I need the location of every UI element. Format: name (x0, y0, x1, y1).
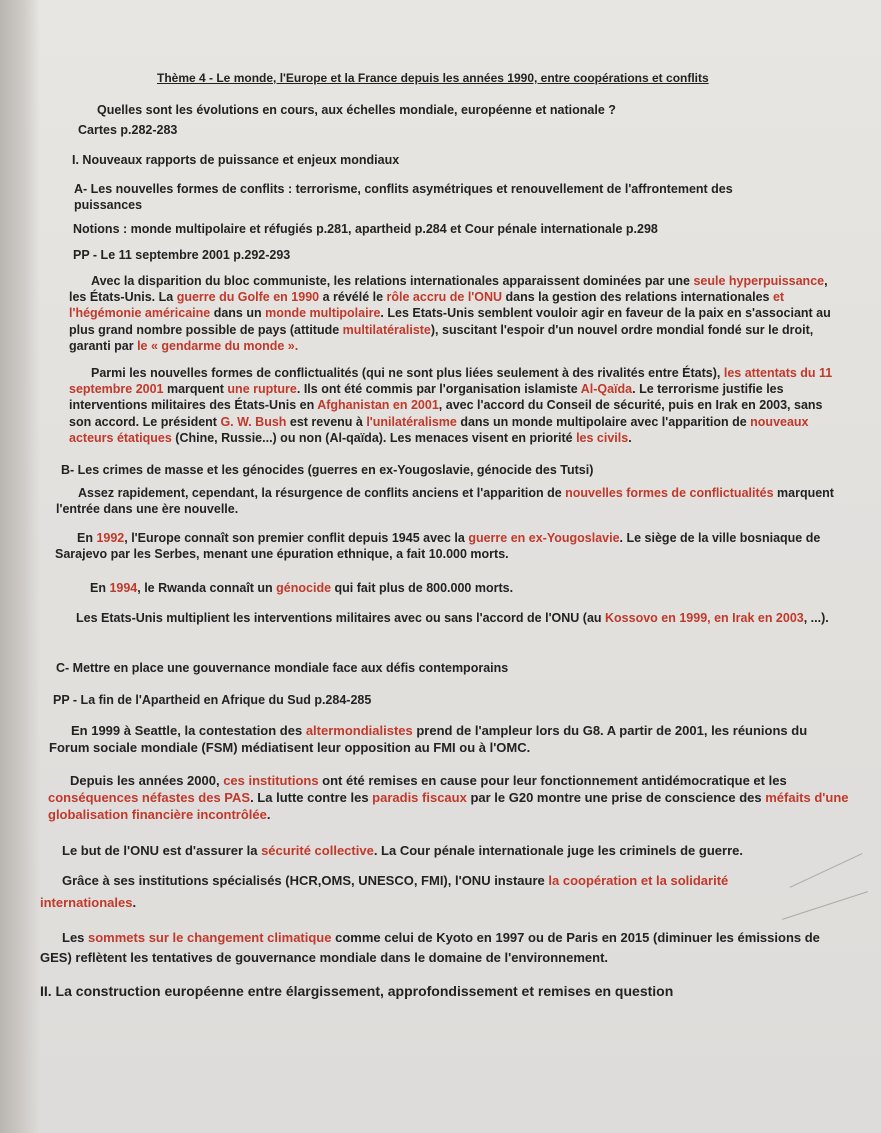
page-edge-shadow (0, 0, 40, 1133)
subsection-a-title: A- Les nouvelles formes de conflits : terrorisme, conflits asymétriques et renouvellement de l'affrontement des puissances (74, 182, 733, 212)
paragraph-b3: En 1994, le Rwanda connaît un génocide qui fait plus de 800.000 morts. (90, 581, 514, 595)
paragraph-b1: Assez rapidement, cependant, la résurgence de conflits anciens et l'apparition de nouvelles formes de conflictualités marquent l'entrée dans une ère nouvelle. (56, 486, 834, 517)
paragraph-c3: Le but de l'ONU est d'assurer la sécurité collective. La Cour pénale internationale juge les criminels de guerre. (62, 843, 743, 858)
paragraph-c2: Depuis les années 2000, ces institutions ont été remises en cause pour leur fonctionnement antidémocratique et les conséquences néfastes des PAS. La lutte contre les paradis fiscaux par le G20 montre une prise de conscience des méfaits d'une globalisation financière incontrôlée. (48, 773, 849, 822)
paragraph-a2: Parmi les nouvelles formes de conflictualités (qui ne sont plus liées seulement à des rivalités entre États), les attentats du 11 septembre 2001 marquent une rupture. Ils ont été commis par l'organisation islamiste Al-Qaïda. Le terrorisme justifie les interventions militaires des États-Unis en Afghanistan en 2001, avec l'accord du Conseil de sécurité, puis en Irak en 2003, sans son accord. Le président G. W. Bush est revenu à l'unilatéralisme dans un monde multipolaire avec l'apparition de nouveaux acteurs étatiques (Chine, Russie...) ou non (Al-qaïda). Les menaces visent en priorité les civils. (69, 366, 833, 445)
section-1-title: I. Nouveaux rapports de puissance et enjeux mondiaux (72, 153, 400, 167)
pp-c-title: PP - La fin de l'Apartheid en Afrique du Sud p.284-285 (53, 693, 372, 707)
paragraph-a1: Avec la disparition du bloc communiste, les relations internationales apparaissent dominées par une seule hyperpuissance, les États-Unis. La guerre du Golfe en 1990 a révélé le rôle accru de l'ONU dans la gestion des relations internationales et l'hégémonie américaine dans un monde multipolaire. Les Etats-Unis semblent vouloir agir en faveur de la paix en s'associant au plus grand nombre possible de pays (attitude multilatéraliste), suscitant l'espoir d'un nouvel ordre mondial fondé sur le droit, garanti par le « gendarme du monde ». (69, 274, 831, 353)
section-2-title: II. La construction européenne entre élargissement, approfondissement et remises en question (40, 983, 674, 999)
paragraph-c4: Grâce à ses institutions spécialisés (HCR,OMS, UNESCO, FMI), l'ONU instaure la coopération et la solidarité internationales. (40, 873, 729, 910)
paragraph-c1: En 1999 à Seattle, la contestation des altermondialistes prend de l'ampleur lors du G8. A partir de 2001, les réunions du Forum sociale mondiale (FSM) médiatisent leur opposition au FMI ou à l'OMC. (49, 723, 808, 755)
cartes-ref: Cartes p.282-283 (78, 123, 178, 137)
subsection-c-title: C- Mettre en place une gouvernance mondiale face aux défis contemporains (56, 661, 509, 675)
problematique: Quelles sont les évolutions en cours, aux échelles mondiale, européenne et nationale ? (97, 103, 616, 117)
paragraph-b2: En 1992, l'Europe connaît son premier conflit depuis 1945 avec la guerre en ex-Yougoslavie. Le siège de la ville bosniaque de Sarajevo par les Serbes, menant une épuration ethnique, a fait 10.000 morts. (55, 531, 821, 562)
paragraph-c5: Les sommets sur le changement climatique comme celui de Kyoto en 1997 ou de Paris en 2015 (diminuer les émissions de GES) reflètent les tentatives de gouvernance mondiale dans le domaine de l'environnement. (40, 930, 820, 965)
pp-a-title: PP - Le 11 septembre 2001 p.292-293 (73, 248, 291, 262)
subsection-b-title: B- Les crimes de masse et les génocides (guerres en ex-Yougoslavie, génocide des Tutsi) (61, 463, 594, 477)
notions-a: Notions : monde multipolaire et réfugiés p.281, apartheid p.284 et Cour pénale internationale p.298 (73, 222, 658, 236)
theme-title: Thème 4 - Le monde, l'Europe et la France depuis les années 1990, entre coopérations et conflits (157, 71, 709, 85)
paragraph-b4: Les Etats-Unis multiplient les interventions militaires avec ou sans l'accord de l'ONU (au Kossovo en 1999, en Irak en 2003, ...). (76, 611, 829, 625)
